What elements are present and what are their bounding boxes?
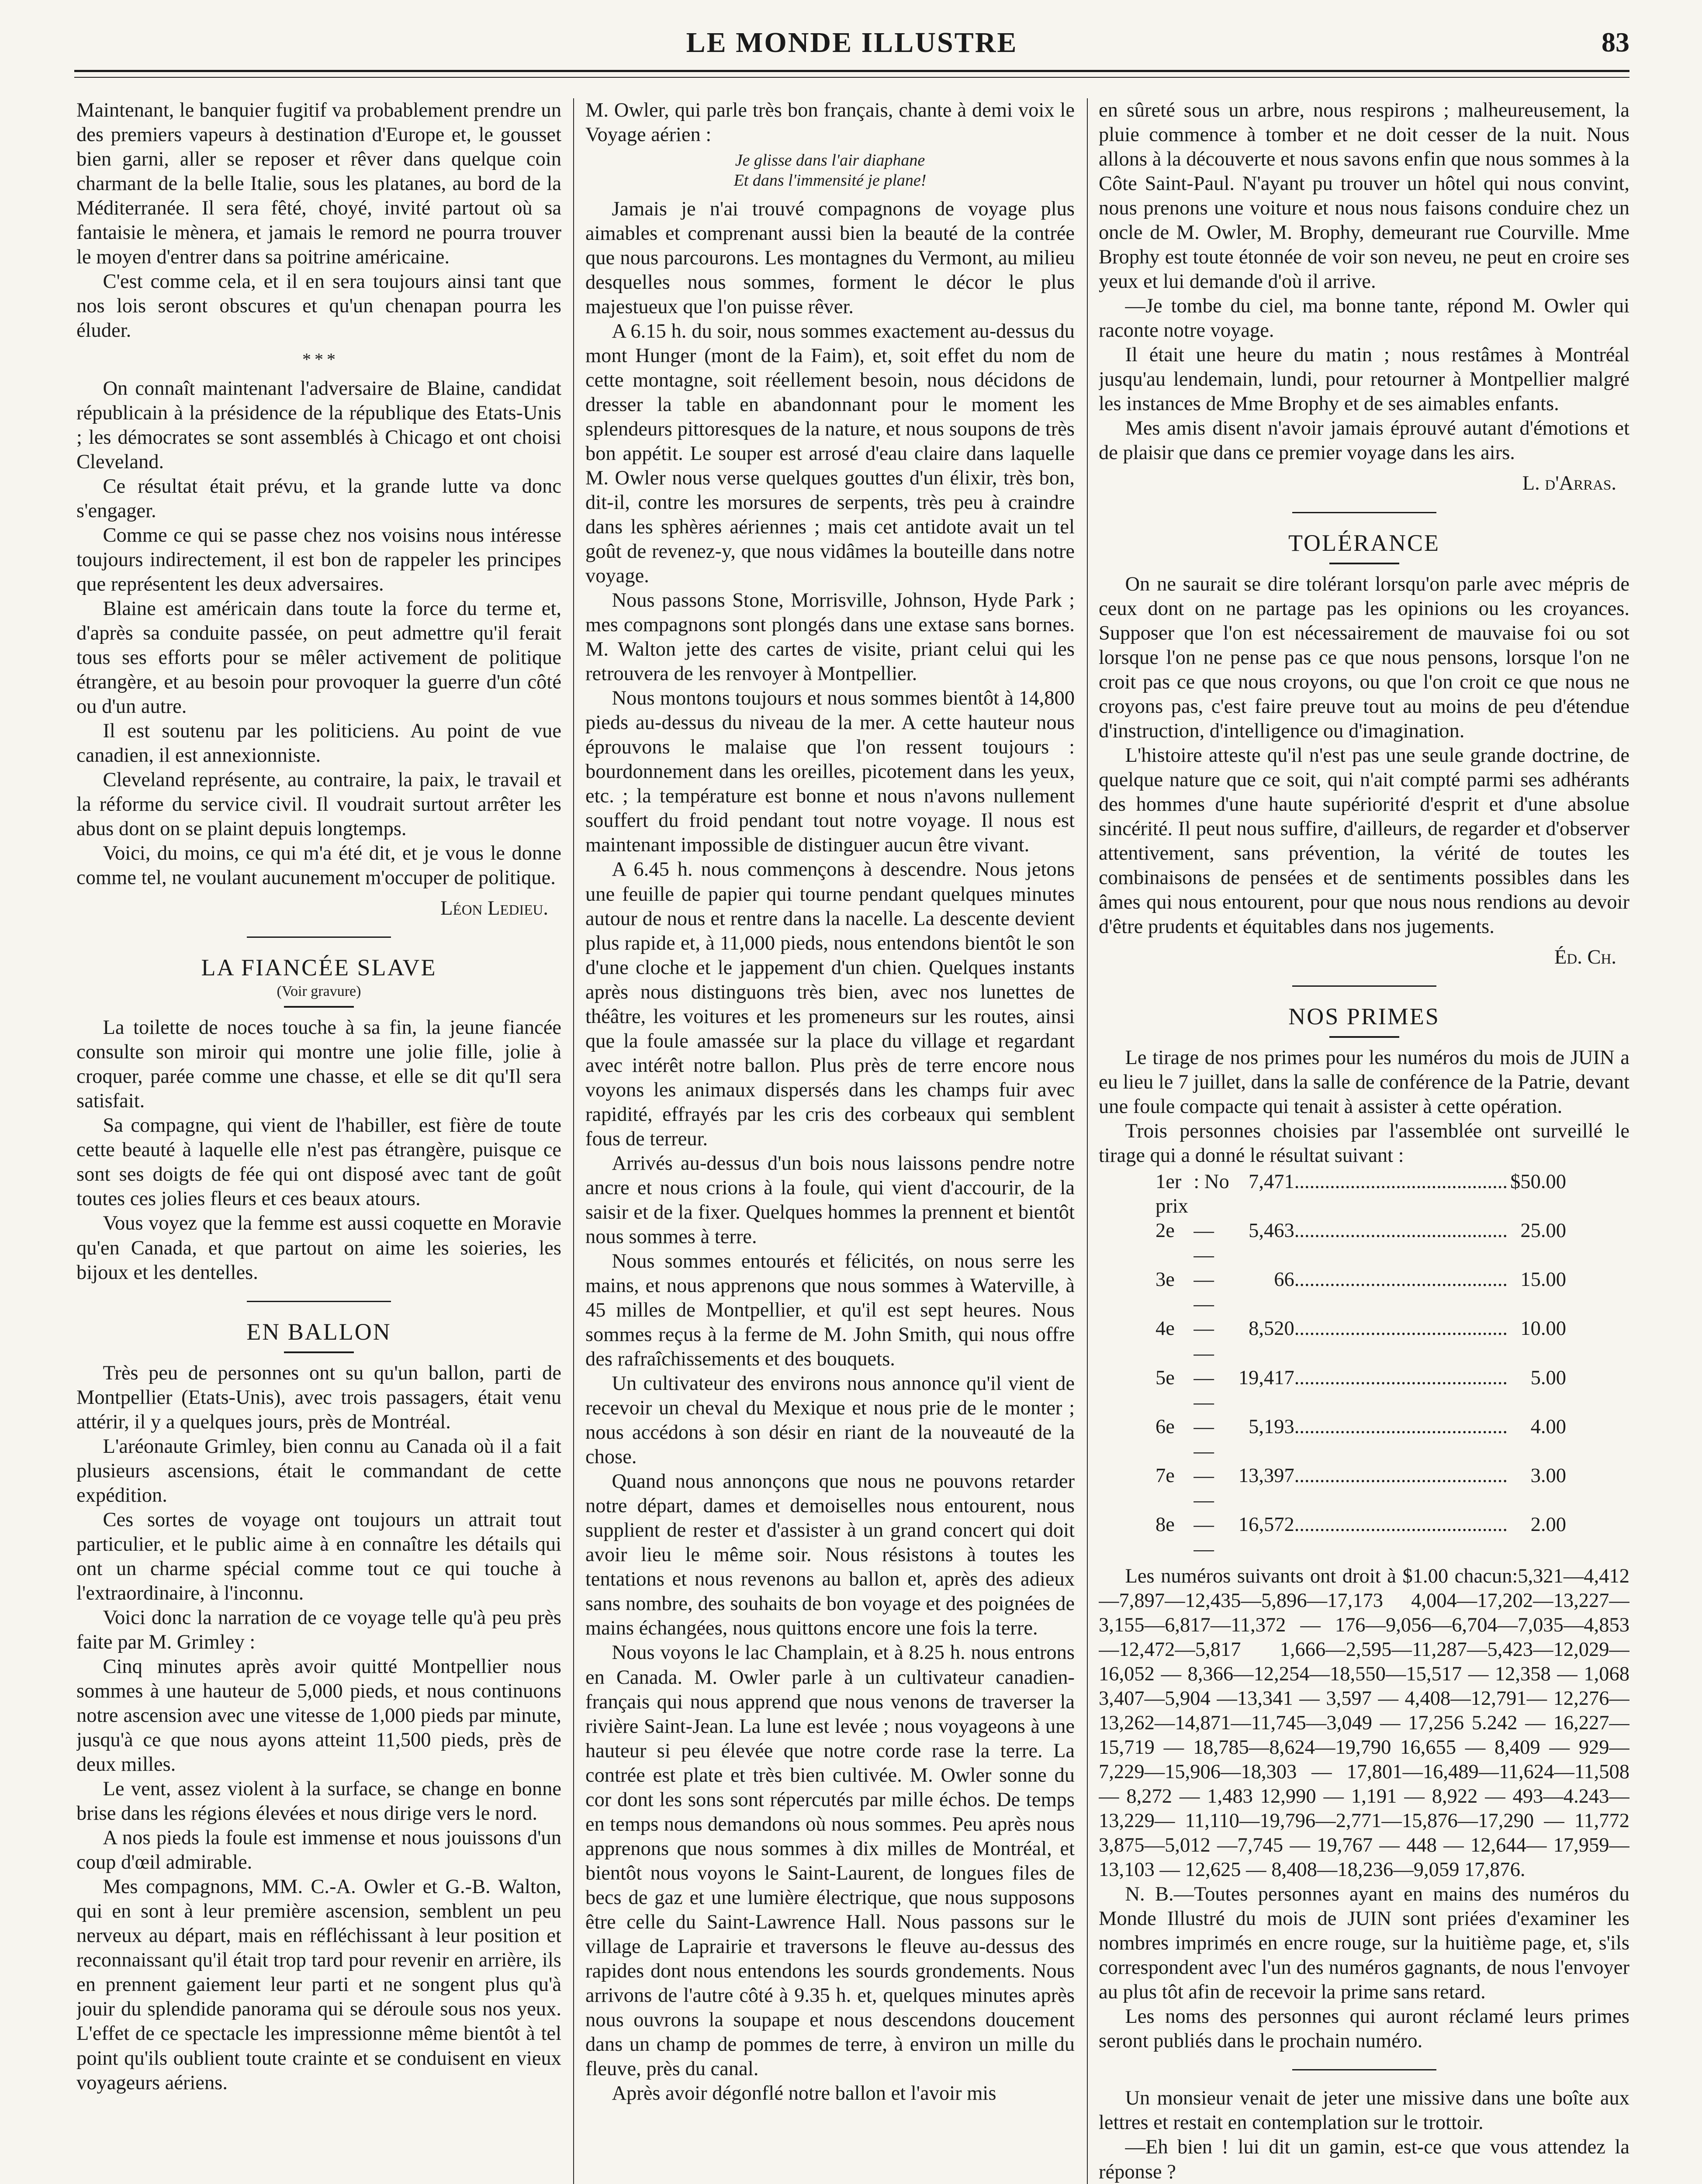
election-article: [76, 377, 561, 921]
prize-amount: 15.00: [1520, 1268, 1566, 1291]
prize-ditto: — —: [1193, 1366, 1214, 1413]
paragraph: L'aréonaute Grimley, bien connu au Canada où il a fait plusieurs ascensions, était le commandant de cette expédition.: [76, 1435, 561, 1507]
paragraph: L'histoire atteste qu'il n'est pas une seule grande doctrine, de quelque nature que ce soit, qui n'ait compté parmi ses adhérants des hommes d'une haute supériorité d'esprit et d'une absolue sincérité. Il peut nous suffire, d'ailleurs, de regarder et d'observer attentivement, sans prévention, la vérité de toutes les combinaisons de pensées et de sentiments possibles dans les âmes qui nous entourent, pour que nous nous rendions au devoir d'être prudents et équitables dans nos jugements.: [1099, 744, 1629, 938]
prize-row: [1155, 1170, 1566, 1219]
column-divider: [1087, 98, 1088, 2184]
leader-dots: ..........................................: [1294, 1268, 1508, 1291]
prize-ditto: — —: [1193, 1268, 1214, 1316]
verse-line: Je glisse dans l'air diaphane: [735, 151, 925, 170]
article-subheading: (Voir gravure): [277, 983, 361, 1000]
prize-number: 66: [1274, 1268, 1294, 1291]
prize-ditto: — —: [1193, 1513, 1214, 1560]
prize-amount: 10.00: [1520, 1317, 1566, 1340]
paragraph: Cinq minutes après avoir quitté Montpellier nous sommes à une hauteur de 5,000 pieds, et nous continuons notre ascension avec une vitesse de 1,000 pieds par minute, jusqu'à ce que nous ayons atteint 11,500 pieds, près de deux milles.: [76, 1655, 561, 1776]
paragraph: Jamais je n'ai trouvé compagnons de voyage plus aimables et comprenant aussi bien la beauté de la contrée que nous parcourons. Les montagnes du Vermont, au milieu desquelles nous sommes, forment le décor le plus majestueux que l'on puisse rêver.: [585, 197, 1075, 318]
page-number: 83: [1602, 27, 1629, 58]
prize-amount: 4.00: [1530, 1415, 1566, 1438]
leader-dots: ..........................................: [1294, 1415, 1508, 1438]
prize-ditto: — —: [1193, 1317, 1214, 1365]
prize-number: 19,417: [1238, 1366, 1294, 1389]
paragraph: Mes compagnons, MM. C.-A. Owler et G.-B. Walton, qui en sont à leur première ascension, semblent un peu nerveux au départ, mais en réfléchissant à leur position et reconnaissant qu'il était trop tard pour revenir en arrière, ils en prennent gaiement leur parti et ne songent plus qu'à jouir du splendide panorama qui se déroule sous nos yeux. L'effet de ce spectacle les impressionne même bientôt à tel point qu'ils oublient toute crainte et se conduisent en vieux voyageurs aériens.: [76, 1876, 561, 2094]
paragraph: Maintenant, le banquier fugitif va probablement prendre un des premiers vapeurs à destination d'Europe et, le gousset bien garni, aller se reposer et rêver dans quelque coin charmant de la belle Italie, sous les platanes, au bord de la Méditerranée. Il sera fêté, choyé, invité partout où sa fantaisie le mènera, et jamais le remord ne pourra trouver le moyen d'entrer dans sa poitrine américaine.: [76, 99, 561, 269]
prize-rank: 7e: [1155, 1464, 1175, 1487]
prize-table: [1155, 1170, 1566, 1562]
paragraph: Voici, du moins, ce qui m'a été dit, et je vous le donne comme tel, ne voulant aucunement m'occuper de politique.: [76, 842, 561, 889]
paragraph: Arrivés au-dessus d'un bois nous laissons pendre notre ancre et nous crions à la foule, qui vient d'accourir, de la saisir et de la fixer. Quelques hommes la prennent et bientôt nous sommes à terre.: [585, 1152, 1075, 1248]
masthead: [74, 26, 1629, 66]
paragraph: Il est soutenu par les politiciens. Au point de vue canadien, il est annexionniste.: [76, 719, 561, 767]
prize-ditto: : No: [1193, 1171, 1229, 1193]
paragraph: Blaine est américain dans toute la force du terme et, d'après sa conduite passée, on peut admettre qu'il ferait tous ses efforts pour se mêler activement de politique étrangère, et au besoin pour provoquer la guerre d'un côté ou d'un autre.: [76, 597, 561, 718]
prize-row: [1155, 1317, 1566, 1365]
prize-amount: 3.00: [1530, 1464, 1566, 1487]
leader-dots: ..........................................: [1294, 1513, 1508, 1536]
paragraph: Il était une heure du matin ; nous restâmes à Montréal jusqu'au lendemain, lundi, pour retourner à Montpellier malgré les instances de Mme Brophy et de ses aimables enfants.: [1099, 344, 1629, 415]
asterism-separator: * * *: [302, 349, 336, 370]
tolerance-article: [1099, 529, 1629, 970]
article-heading: LA FIANCÉE SLAVE: [201, 954, 437, 981]
leader-dots: ..........................................: [1294, 1464, 1508, 1487]
prize-rank: 6e: [1155, 1415, 1175, 1438]
author-signature: Éd. Ch.: [1554, 946, 1616, 969]
heading-rule: [284, 1351, 354, 1353]
paragraph: Le tirage de nos primes pour les numéros du mois de JUIN a eu lieu le 7 juillet, dans la salle de conférence de la Patrie, devant une foule compacte qui tenait à assister à cette opération.: [1099, 1047, 1629, 1118]
paragraph: Nous sommes entourés et félicités, on nous serre les mains, et nous apprenons que nous sommes à Waterville, à 45 milles de Montpellier, et qu'il est sept heures. Nous sommes reçus à la ferme de M. John Smith, qui nous offre des rafraîchissements et des bouquets.: [585, 1250, 1075, 1371]
prizes-article: [1099, 1002, 1629, 2053]
paragraph: On ne saurait se dire tolérant lorsqu'on parle avec mépris de ceux dont on ne partage pas les opinions ou les croyances. Supposer que l'on est nécessairement de mauvaise foi ou sot lorsque l'on ne pense pas ce que nous pensons, lorsque l'on ne croit pas ce que nous croyons, ou que l'on croit ce que nous ne croyons pas, c'est faire preuve tout au moins de peu d'étendue d'instruction, d'intelligence ou d'imagination.: [1099, 573, 1629, 742]
paragraph: —Je tombe du ciel, ma bonne tante, répond M. Owler qui raconte notre voyage.: [1099, 295, 1629, 342]
paragraph: On connaît maintenant l'adversaire de Blaine, candidat républicain à la présidence de la république des Etats-Unis ; les démocrates se sont assemblés à Chicago et ont choisi Cleveland.: [76, 377, 561, 473]
prize-rank: 5e: [1155, 1366, 1175, 1389]
prize-row: [1155, 1366, 1566, 1415]
paragraph: Quand nous annonçons que nous ne pouvons retarder notre départ, dames et demoiselles nous entourent, nous supplient de rester et d'assister à un grand concert qui doit avoir lieu le même soir. Nous résistons à toutes les tentations et nous revenons au ballon et, après des adieux sans nombre, des souhaits de bon voyage et des poignées de mains échangées, nous quittons encore une fois la terre.: [585, 1470, 1075, 1640]
prize-number: 16,572: [1238, 1513, 1294, 1536]
prize-number: 5,193: [1249, 1415, 1294, 1438]
winning-numbers: Les numéros suivants ont droit à $1.00 chacun:5,321—4,412—7,897—12,435—5,896—17,173 4,004—17,202—13,227—3,155—6,817—11,372 — 176—9,056—6,704—7,035—4,853—12,472—5,817 1,666—2,595—11,287—5,423—12,029—16,052 — 8,366—12,254—18,550—15,517 — 12,358 — 1,068 3,407—5,904 —13,341 — 3,597 — 4,408—12,791— 12,276—13,262—14,871—11,745—3,049 — 17,256 5.242 — 16,227—15,719 — 18,785—8,624—19,790 16,655 — 8,409 — 929—7,229—15,906—18,303 — 17,801—16,489—11,624—11,508 — 8,272 — 1,483 12,990 — 1,191 — 8,922 — 493—4.243—13,229— 11,110—19,796—2,771—15,876—17,290 — 11,772 3,875—5,012 —7,745 — 19,767 — 448 — 12,644— 17,959—13,103 — 12,625 — 8,408—18,236—9,059 17,876.: [1099, 1565, 1629, 1881]
paragraph: —Eh bien ! lui dit un gamin, est-ce que vous attendez la réponse ?: [1099, 2136, 1629, 2183]
column-1: [76, 98, 561, 2184]
heading-rule: [1329, 1036, 1399, 1038]
paragraph: Nous montons toujours et nous sommes bientôt à 14,800 pieds au-dessus du niveau de la mer. A cette hauteur nous éprouvons le malaise que l'on ressent toujours : bourdonnement dans les oreilles, picotement dans les yeux, etc. ; la température est bonne et nous n'avons nullement souffert du froid pendant tout notre voyage. Il nous est maintenant impossible de distinguer aucun être vivant.: [585, 687, 1075, 857]
paragraph: Après avoir dégonflé notre ballon et l'avoir mis: [612, 2082, 996, 2105]
prize-row: [1155, 1415, 1566, 1464]
leader-dots: ..........................................: [1294, 1171, 1508, 1193]
paragraph: C'est comme cela, et il en sera toujours ainsi tant que nos lois seront obscures et qu'un chenapan pourra les éluder.: [76, 270, 561, 342]
paragraph: Un monsieur venait de jeter une missive dans une boîte aux lettres et restait en contemplation sur le trottoir.: [1099, 2087, 1629, 2134]
header-rule: [74, 70, 1629, 72]
column-2: [585, 98, 1075, 2184]
prize-amount: 5.00: [1530, 1366, 1566, 1389]
leader-dots: ..........................................: [1294, 1220, 1508, 1242]
paragraph: Un cultivateur des environs nous annonce qu'il vient de recevoir un cheval du Mexique et nous prie de le monter ; nous accédons à son désir en riant de la nouveauté de la chose.: [585, 1372, 1075, 1469]
paragraph: Ce résultat était prévu, et la grande lutte va donc s'engager.: [76, 475, 561, 522]
leader-dots: ..........................................: [1294, 1317, 1508, 1340]
author-signature: Léon Ledieu.: [440, 897, 548, 920]
fiancee-article: [76, 954, 561, 1285]
verse-line: Et dans l'immensité je plane!: [733, 171, 927, 190]
prize-rank: 4e: [1155, 1317, 1175, 1340]
prize-row: [1155, 1513, 1566, 1562]
heading-rule: [1329, 563, 1399, 564]
paragraph: Voici donc la narration de ce voyage telle qu'à peu près faite par M. Grimley :: [76, 1606, 561, 1653]
prize-number: 8,520: [1249, 1317, 1294, 1340]
paragraph: Ces sortes de voyage ont toujours un attrait tout particulier, et le public aime à en connaître les détails qui ont un charme spécial comme tout ce qui touche à l'extraordinaire, à l'inconnu.: [76, 1508, 561, 1604]
banker-article: [76, 98, 561, 343]
paragraph: La toilette de noces touche à sa fin, la jeune fiancée consulte son miroir qui montre une jolie fille, jolie à croquer, parée comme une chasse, et elle se dit qu'Il sera satisfait.: [76, 1016, 561, 1113]
prize-rank: 3e: [1155, 1268, 1175, 1291]
prize-rank: 1er prix: [1155, 1171, 1188, 1218]
section-divider: [1292, 512, 1436, 513]
paragraph: Le vent, assez violent à la surface, se change en bonne brise dans les régions élevées et nous dirige vers le nord.: [76, 1778, 561, 1825]
anecdote: [1099, 2086, 1629, 2184]
paragraph: Très peu de personnes ont su qu'un ballon, parti de Montpellier (Etats-Unis), avec trois passagers, était venu attérir, il y a quelques jours, près de Montréal.: [76, 1362, 561, 1433]
paragraph: Comme ce qui se passe chez nos voisins nous intéresse toujours indirectement, il est bon de rappeler les principes que représentent les deux adversaires.: [76, 524, 561, 595]
paragraph: en sûreté sous un arbre, nous respirons ; malheureusement, la pluie commence à tomber et ne doit cesser de la nuit. Nous allons à la découverte et nous savons enfin que nous sommes à la Côte Saint-Paul. N'ayant pu trouver un hôtel qui nous convint, nous prenons une voiture et nous nous faisons conduire chez un oncle de M. Owler, M. Brophy, demeurant rue Courville. Mme Brophy est toute étonnée de voir son neveu, ne peut en croire ses yeux et lui demande d'où il arrive.: [1099, 99, 1629, 293]
paragraph: Vous voyez que la femme est aussi coquette en Moravie qu'en Canada, et que partout on aime les soieries, les bijoux et les dentelles.: [76, 1212, 561, 1284]
leader-dots: ..........................................: [1294, 1366, 1508, 1389]
heading-rule: [284, 1006, 354, 1008]
prize-ditto: — —: [1193, 1415, 1214, 1462]
paragraph: A 6.45 h. nous commençons à descendre. Nous jetons une feuille de papier qui tourne pendant quelques minutes autour de nous et rentre dans la nacelle. La descente devient plus rapide et, à 11,000 pieds, nous entendons bientôt le son d'une cloche et le jappement d'un chien. Quelques instants après nous distinguons très bien, avec nos lunettes de théâtre, les voitures et les promeneurs sur les routes, ainsi que la foule amassée sur la place du village et regardant avec intérêt notre ballon. Plus près de terre encore nous voyons les animaux dispersés dans les champs fuir avec rapidité, effrayés par les cris des corbeaux qui semblent fous de terreur.: [585, 858, 1075, 1150]
paragraph: Nous passons Stone, Morrisville, Johnson, Hyde Park ; mes compagnons sont plongés dans une extase sans bornes. M. Walton jette des cartes de visite, priant celui qui les retrouvera de les renvoyer à Montpellier.: [585, 589, 1075, 685]
article-heading: EN BALLON: [246, 1318, 391, 1345]
paragraph: N. B.—Toutes personnes ayant en mains des numéros du Monde Illustré du mois de JUIN sont priées d'examiner les nombres imprimés en encre rouge, sur la huitième page, et, s'ils correspondent avec l'un des numéros gagnants, de nous l'envoyer au plus tôt afin de recevoir la prime sans retard.: [1099, 1883, 1629, 2004]
song-verse: [585, 151, 1075, 191]
paragraph: A 6.15 h. du soir, nous sommes exactement au-dessus du mont Hunger (mont de la Faim), et, soit effet du nom de cette montagne, soit réellement besoin, nous décidons de dresser la table en abandonnant pour le moment les splendeurs pittoresques de la nature, et nous soupons de très bon appétit. Le souper est arrosé d'eau claire dans laquelle M. Owler nous verse quelques gouttes d'un élixir, très bon, dit-il, contre les morsures de serpents, très peu à craindre dans les sphères aériennes ; mais cet antidote avait un tel goût de revenez-y, que nous vidâmes la bouteille dans notre voyage.: [585, 320, 1075, 587]
balloon-article: [76, 1318, 561, 2095]
paragraph: Nous voyons le lac Champlain, et à 8.25 h. nous entrons en Canada. M. Owler parle à un cultivateur canadien-français qui nous apprend que nous venons de traverser la rivière Saint-Jean. La lune est levée ; nous voyageons à une hauteur si peu élevée que notre corde rase la terre. La contrée est plate et très bien cultivée. M. Owler sonne du cor dont les sons sont répercutés par mille échos. De temps en temps nous demandons où nous sommes. Peu après nous apprenons que nous sommes à dix milles de Montréal, et bientôt nous voyons le Saint-Laurent, de longues files de becs de gaz et une lumière électrique, que nous supposons être celle du Saint-Lawrence Hall. Nous passons sur le village de Laprairie et traversons le fleuve au-dessus des rapides dont nous entendons les sourds grondements. Nous arrivons de l'autre côté à 9.35 h. et, quelques minutes après nous ouvrons la soupape et nous descendons doucement dans un champ de pommes de terre, à environ un mille du fleuve, près du canal.: [585, 1641, 1075, 2080]
article-heading: TOLÉRANCE: [1288, 529, 1440, 556]
prize-amount: $50.00: [1510, 1171, 1566, 1193]
header-rule-thin: [74, 77, 1629, 78]
paragraph: Mes amis disent n'avoir jamais éprouvé autant d'émotions et de plaisir que dans ce premier voyage dans les airs.: [1099, 417, 1629, 464]
section-divider: [247, 1301, 391, 1302]
newspaper-title: LE MONDE ILLUSTRE: [686, 27, 1018, 59]
author-signature: L. d'Arras.: [1522, 472, 1616, 495]
prize-row: [1155, 1219, 1566, 1268]
article-heading: NOS PRIMES: [1288, 1003, 1440, 1030]
prize-ditto: — —: [1193, 1220, 1214, 1267]
prize-number: 5,463: [1249, 1220, 1294, 1242]
paragraph: A nos pieds la foule est immense et nous jouissons d'un coup d'œil admirable.: [76, 1827, 561, 1874]
prize-number: 13,397: [1238, 1464, 1294, 1487]
prize-row: [1155, 1464, 1566, 1513]
column-divider: [573, 98, 574, 2184]
paragraph: Sa compagne, qui vient de l'habiller, est fière de toute cette beauté à laquelle elle n'est pas étrangère, puisque ce sont ses doigts de fée qui ont disposé avec tant de goût toutes ces jolies fleurs et ces beaux atours.: [76, 1114, 561, 1210]
paragraph: Trois personnes choisies par l'assemblée ont surveillé le tirage qui a donné le résultat suivant :: [1099, 1120, 1629, 1167]
prize-number: 7,471: [1249, 1171, 1294, 1193]
prize-amount: 2.00: [1530, 1513, 1566, 1536]
prize-row: [1155, 1268, 1566, 1317]
section-divider: [1292, 2069, 1436, 2070]
section-divider: [247, 936, 391, 938]
section-divider: [1292, 985, 1436, 987]
prize-ditto: — —: [1193, 1464, 1214, 1511]
paragraph: Cleveland représente, au contraire, la paix, le travail et la réforme du service civil. Il voudrait surtout arrêter les abus dont on se plaint depuis longtemps.: [76, 769, 561, 840]
column-3: [1099, 98, 1629, 2184]
prize-rank: 8e: [1155, 1513, 1175, 1536]
paragraph: Les noms des personnes qui auront réclamé leurs primes seront publiés dans le prochain numéro.: [1099, 2005, 1629, 2053]
prize-amount: 25.00: [1520, 1220, 1566, 1242]
paragraph: M. Owler, qui parle très bon français, chante à demi voix le Voyage aérien :: [585, 99, 1075, 146]
prize-rank: 2e: [1155, 1220, 1175, 1242]
